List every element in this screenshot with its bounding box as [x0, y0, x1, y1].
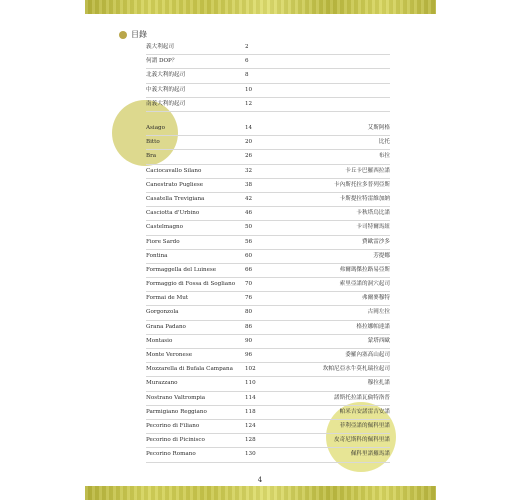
entry-name: Nostrano Valtrompia [146, 394, 206, 401]
entry-name: Parmigiano Reggiano [146, 408, 207, 415]
toc-entry[interactable] [146, 221, 390, 235]
entry-page: 38 [245, 181, 253, 188]
entry-name: Gorgonzola [146, 309, 179, 316]
entry-chinese-name: 索里亞諾的洞穴起司 [339, 281, 390, 288]
entry-page: 20 [245, 139, 253, 146]
entry-chinese-name: 弗爾麥穆特 [362, 295, 390, 302]
toc-entry[interactable] [146, 406, 390, 420]
entry-name: Casciotta d'Urbino [146, 210, 200, 217]
entry-page: 14 [245, 125, 253, 131]
entry-chinese-name: 蒙塔西歐 [367, 337, 390, 344]
toc-entry[interactable] [146, 420, 390, 434]
toc-entry[interactable] [146, 306, 390, 320]
entry-name: Mozzarella di Bufala Campana [146, 366, 233, 373]
entry-page: 102 [245, 366, 256, 373]
entry-page: 56 [245, 238, 253, 245]
toc-entry[interactable] [146, 136, 390, 150]
entry-name: Formai de Mut [146, 295, 189, 302]
toc-entry[interactable] [146, 193, 390, 207]
entry-page: 10 [245, 86, 253, 93]
toc-entry[interactable] [146, 434, 390, 448]
entry-name: Canestrato Pugliese [146, 181, 204, 188]
bottom-decorative-band [85, 486, 436, 500]
entry-chinese-name: 比托 [378, 139, 390, 146]
entry-name: Fontina [146, 252, 168, 259]
toc-entry[interactable] [146, 179, 390, 193]
entry-page: 128 [245, 437, 256, 444]
entry-name: Fiore Sardo [146, 238, 180, 245]
entry-chinese-name: 格拉娜帕達諾 [356, 323, 390, 330]
entry-page: 12 [245, 100, 253, 107]
entry-name: Casatella Trevigiana [146, 195, 205, 202]
toc-entry[interactable] [146, 448, 390, 462]
entry-name: Castelmagno [146, 224, 184, 231]
entry-chinese-name: 皮奇尼斯科的佩科里諾 [334, 437, 390, 444]
entry-chinese-name: 佩科里諾羅馬諾 [350, 451, 390, 458]
entry-page: 80 [245, 309, 253, 316]
toc-entry[interactable] [146, 84, 390, 98]
entry-chinese-name: 卡秋塔烏比諾 [356, 210, 390, 217]
entry-name: Bitto [146, 139, 160, 146]
entry-page: 6 [245, 58, 249, 65]
entry-chinese-name: 艾斯阿格 [367, 125, 390, 131]
toc-entry[interactable] [146, 321, 390, 335]
entry-name: Formaggio di Fossa di Sogliano [146, 281, 236, 288]
entry-name: 北義大利的起司 [146, 72, 186, 79]
entry-page: 26 [245, 153, 253, 160]
entry-chinese-name: 卡斯提拉特雷維加納 [339, 195, 390, 202]
page-number: 4 [257, 476, 263, 484]
entry-name: 南義大利的起司 [146, 100, 186, 107]
toc-entry[interactable] [146, 349, 390, 363]
entry-name: Grana Padano [146, 323, 186, 330]
entry-page: 96 [245, 352, 253, 358]
entry-chinese-name: 弗爾瑪傑拉路易亞斯 [339, 266, 390, 273]
bullet-icon [119, 31, 127, 39]
page-title: 目錄 [131, 30, 147, 39]
entry-chinese-name: 芳提娜 [373, 252, 390, 259]
entry-chinese-name: 帕米吉安諾雷吉安諾 [339, 408, 390, 415]
entry-chinese-name: 卡司特爾馬紐 [356, 224, 390, 231]
top-decorative-band [85, 0, 436, 14]
entry-name: Bra [146, 153, 157, 160]
entry-name: 中義大利的起司 [146, 86, 186, 93]
entry-chinese-name: 穆拉扎諾 [367, 380, 390, 387]
toc-entry[interactable] [146, 292, 390, 306]
entry-name: Pecorino Romano [146, 451, 196, 458]
entry-page: 42 [245, 195, 253, 202]
entry-page: 130 [245, 451, 256, 458]
toc-entry[interactable] [146, 69, 390, 83]
toc-entry[interactable] [146, 363, 390, 377]
entry-chinese-name: 委羅內塞高山起司 [345, 352, 390, 358]
entry-page: 8 [245, 72, 249, 79]
entry-name: Murazzano [146, 380, 178, 387]
entry-chinese-name: 卡丘卡巴羅西拉諾 [345, 167, 390, 174]
entry-chinese-name: 菲利亞諾的佩科里諾 [339, 422, 390, 429]
entry-chinese-name: 坎帕尼亞水牛莫札瑞拉起司 [322, 366, 390, 373]
entry-page: 124 [245, 422, 256, 429]
toc-entry[interactable] [146, 250, 390, 264]
entry-page: 76 [245, 295, 253, 302]
entry-name: 何謂 DOP？ [146, 58, 178, 65]
entry-name: Montasio [146, 337, 173, 344]
entry-page: 70 [245, 281, 253, 288]
toc-entry[interactable] [146, 264, 390, 278]
toc-entry[interactable] [146, 335, 390, 349]
entry-page: 90 [245, 337, 253, 344]
toc-entry[interactable] [146, 41, 390, 55]
entry-chinese-name: 古岡左拉 [367, 309, 390, 316]
toc-entry[interactable] [146, 377, 390, 391]
toc-entry[interactable] [146, 55, 390, 69]
entry-chinese-name: 布拉 [378, 153, 390, 160]
toc-entry[interactable] [146, 207, 390, 221]
entry-page: 118 [245, 408, 256, 415]
toc-entry[interactable] [146, 98, 390, 112]
entry-name: Formaggella del Luinese [146, 266, 217, 273]
toc-header [119, 29, 147, 40]
entry-page: 110 [245, 380, 256, 387]
entry-name: Pecorino di Filiano [146, 422, 200, 429]
entry-page: 50 [245, 224, 253, 231]
toc-section-overview [146, 41, 390, 112]
toc-entry[interactable] [146, 236, 390, 250]
entry-page: 2 [245, 44, 249, 50]
entry-page: 86 [245, 323, 253, 330]
entry-name: 義大利起司 [146, 44, 174, 50]
entry-chinese-name: 費歐雷沙多 [362, 238, 390, 245]
toc-entry[interactable] [146, 122, 390, 136]
toc-entry[interactable] [146, 392, 390, 406]
entry-page: 60 [245, 252, 253, 259]
entry-name: Asiago [146, 125, 165, 131]
entry-page: 32 [245, 167, 253, 174]
entry-page: 46 [245, 210, 253, 217]
entry-name: Pecorino di Picinisco [146, 437, 205, 444]
toc-section-cheeses [146, 122, 390, 463]
toc-entry[interactable] [146, 278, 390, 292]
entry-page: 114 [245, 394, 256, 401]
entry-chinese-name: 卡內斯托拉多普列亞斯 [334, 181, 390, 188]
entry-chinese-name: 諾斯托拉諾瓦倫特洛普 [334, 394, 390, 401]
toc-entry[interactable] [146, 165, 390, 179]
toc-entry[interactable] [146, 150, 390, 164]
entry-page: 66 [245, 266, 253, 273]
entry-name: Monte Veronese [146, 352, 193, 358]
entry-name: Caciocavallo Silano [146, 167, 202, 174]
